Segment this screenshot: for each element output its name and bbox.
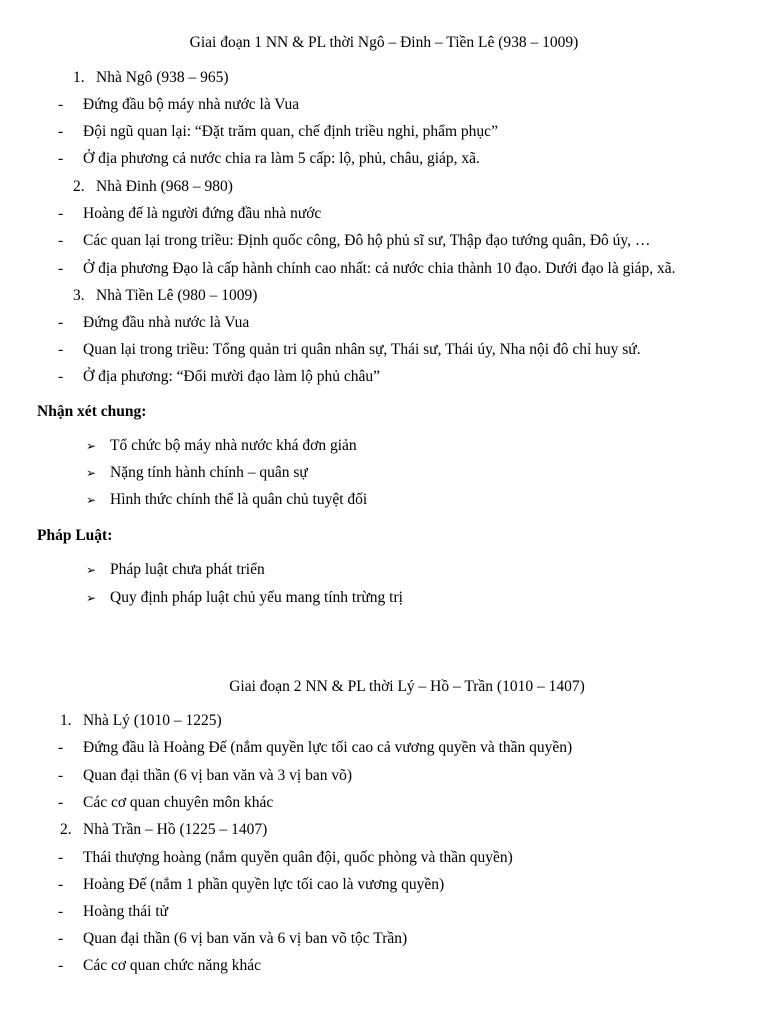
dash-marker: - <box>58 739 64 756</box>
bullet-text: Ở địa phương cả nước chia ra làm 5 cấp: lộ, phủ, châu, giáp, xã. <box>83 150 480 167</box>
arrow-bullet-icon: ➢ <box>86 466 97 480</box>
bullet-text: Hoàng thái tử <box>83 903 169 920</box>
list-number: 3. <box>73 287 85 304</box>
dash-marker: - <box>58 849 64 866</box>
bullet-text: Các cơ quan chức năng khác <box>83 957 261 974</box>
arrow-text: Nặng tính hành chính – quân sự <box>110 464 308 481</box>
list-number: 1. <box>60 712 72 729</box>
comment-heading: Nhận xét chung: <box>37 403 147 420</box>
bullet-text: Ở địa phương: “Đổi mười đạo làm lộ phủ châu” <box>83 368 381 385</box>
bullet-text: Các cơ quan chuyên môn khác <box>83 794 274 811</box>
dash-marker: - <box>58 314 64 331</box>
dash-marker: - <box>58 930 64 947</box>
bullet-text: Đứng đầu nhà nước là Vua <box>83 314 250 331</box>
dash-marker: - <box>58 876 64 893</box>
arrow-text: Tổ chức bộ máy nhà nước khá đơn giản <box>110 437 357 454</box>
dash-marker: - <box>58 767 64 784</box>
dash-marker: - <box>58 123 64 140</box>
heading-text: Nhà Đinh (968 – 980) <box>96 178 233 195</box>
arrow-bullet-icon: ➢ <box>86 493 97 507</box>
dash-marker: - <box>58 150 64 167</box>
arrow-bullet-icon: ➢ <box>86 563 97 577</box>
heading-text: Nhà Trần – Hồ (1225 – 1407) <box>83 821 268 838</box>
bullet-text: Ở địa phương Đạo là cấp hành chính cao nhất: cả nước chia thành 10 đạo. Dưới đạo là giáp, xã. <box>83 260 676 277</box>
dash-marker: - <box>58 903 64 920</box>
bullet-text: Quan đại thần (6 vị ban văn và 6 vị ban võ tộc Trần) <box>83 930 408 947</box>
dash-marker: - <box>58 205 64 222</box>
arrow-bullet-icon: ➢ <box>86 439 97 453</box>
bullet-text: Đứng đầu bộ máy nhà nước là Vua <box>83 96 300 113</box>
section-2-title: Giai đoạn 2 NN & PL thời Lý – Hồ – Trần (1010 – 1407) <box>229 678 585 695</box>
arrow-text: Pháp luật chưa phát triển <box>110 561 265 578</box>
bullet-text: Các quan lại trong triều: Định quốc công, Đô hộ phủ sĩ sư, Thập đạo tướng quân, Đô úy, … <box>83 232 651 249</box>
bullet-text: Đội ngũ quan lại: “Đặt trăm quan, chế định triều nghi, phẩm phục” <box>83 123 498 140</box>
heading-text: Nhà Ngô (938 – 965) <box>96 69 229 86</box>
heading-text: Nhà Tiền Lê (980 – 1009) <box>96 287 258 304</box>
list-number: 2. <box>60 821 72 838</box>
list-number: 2. <box>73 178 85 195</box>
arrow-bullet-icon: ➢ <box>86 591 97 605</box>
dash-marker: - <box>58 260 64 277</box>
dash-marker: - <box>58 341 64 358</box>
bullet-text: Hoàng Đế (nắm 1 phần quyền lực tối cao là vương quyền) <box>83 876 445 893</box>
arrow-text: Quy định pháp luật chủ yếu mang tính trừng trị <box>110 589 403 606</box>
dash-marker: - <box>58 232 64 249</box>
bullet-text: Thái thượng hoàng (nắm quyền quân đội, quốc phòng và thần quyền) <box>83 849 513 866</box>
arrow-text: Hình thức chính thể là quân chủ tuyệt đối <box>110 491 368 508</box>
bullet-text: Quan lại trong triều: Tổng quản tri quân nhân sự, Thái sư, Thái úy, Nha nội đô chỉ huy sứ. <box>83 341 641 358</box>
dash-marker: - <box>58 368 64 385</box>
law-heading: Pháp Luật: <box>37 527 113 544</box>
bullet-text: Đứng đầu là Hoàng Đế (nắm quyền lực tối cao cả vương quyền và thần quyền) <box>83 739 573 756</box>
bullet-text: Quan đại thần (6 vị ban văn và 3 vị ban võ) <box>83 767 353 784</box>
list-number: 1. <box>73 69 85 86</box>
heading-text: Nhà Lý (1010 – 1225) <box>83 712 222 729</box>
bullet-text: Hoàng đế là người đứng đầu nhà nước <box>83 205 322 222</box>
dash-marker: - <box>58 957 64 974</box>
dash-marker: - <box>58 794 64 811</box>
dash-marker: - <box>58 96 64 113</box>
section-1-title: Giai đoạn 1 NN & PL thời Ngô – Đinh – Tiền Lê (938 – 1009) <box>189 34 579 51</box>
